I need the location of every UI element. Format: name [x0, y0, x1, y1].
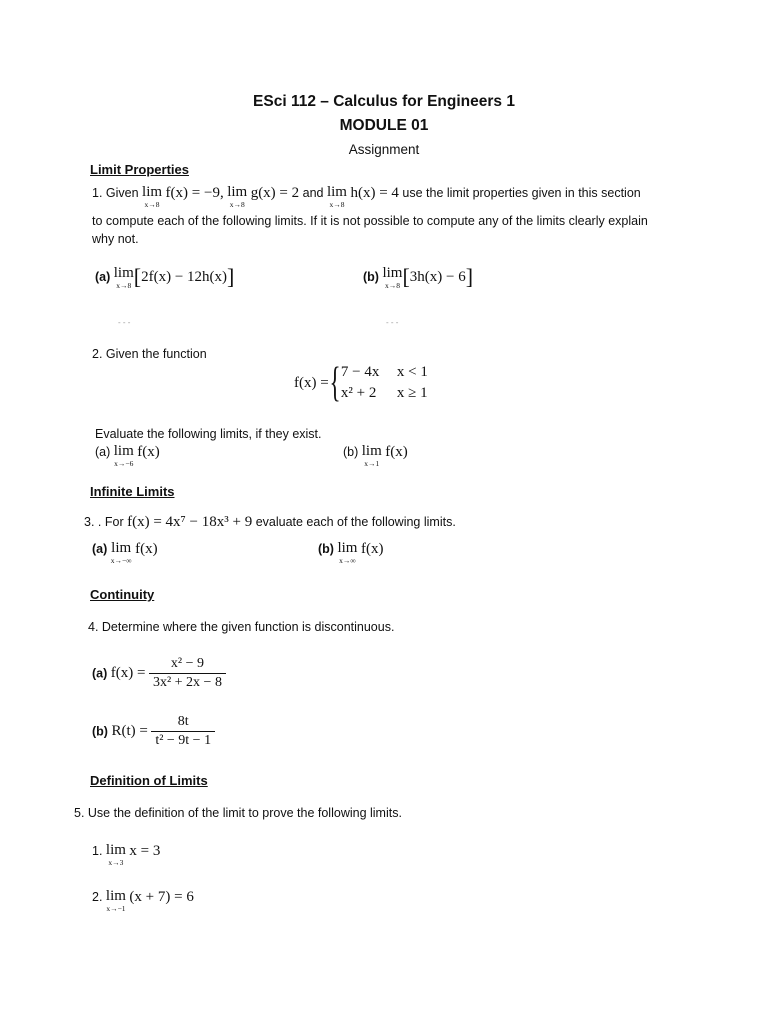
assignment-subtitle: Assignment	[348, 142, 420, 157]
q2-intro: 2. Given the function	[92, 347, 207, 361]
q2-a-expr: f(x)	[137, 444, 160, 460]
q5-p1-lim: lim x→3	[105, 842, 126, 867]
q2-b-label: (b)	[343, 445, 359, 459]
q1-a-label: (a)	[95, 270, 111, 284]
q3-function: f(x) = 4x⁷ − 18x³ + 9	[127, 514, 253, 530]
q3-line	[84, 514, 456, 531]
q1-given-g: g(x) = 2	[250, 185, 300, 201]
q1-line3: why not.	[92, 232, 139, 246]
q4-a-lhs: f(x) =	[110, 665, 146, 681]
q3-b-label: (b)	[318, 542, 334, 556]
section-limit-properties: Limit Properties	[90, 162, 189, 177]
q2-case2-expr: x² + 2	[340, 385, 377, 401]
q1-line2: to compute each of the following limits. If it is not possible to compute any of the limits clearly explain	[92, 214, 648, 228]
q4-b-lhs: R(t) =	[111, 723, 148, 739]
q3-b-lim: lim x→∞	[337, 540, 358, 565]
q4-a-label: (a)	[92, 666, 108, 681]
q1-lim-h: lim x→8	[326, 184, 347, 209]
q2-case2-cond: x ≥ 1	[396, 385, 428, 401]
q5-text: 5. Use the definition of the limit to prove the following limits.	[74, 806, 402, 820]
q5-p2-expr: (x + 7) = 6	[129, 889, 194, 905]
q1-a-lim: lim x→8	[113, 265, 134, 290]
q4-b-numerator: 8t	[151, 714, 215, 732]
q3-a-label: (a)	[92, 542, 108, 556]
q2-fx: f(x) =	[294, 374, 329, 391]
q4-a-denominator: 3x² + 2x − 8	[152, 675, 222, 690]
q1-given-h: h(x) = 4	[350, 185, 399, 201]
q5-p1-label: 1.	[92, 844, 103, 858]
q5-p2-lim: lim x→−1	[105, 888, 126, 913]
q3-tail: evaluate each of the following limits.	[255, 515, 456, 529]
q2-case1-cond: x < 1	[396, 364, 428, 380]
q2-b-lim: lim x→1	[361, 443, 382, 468]
q1-b-label: (b)	[363, 270, 379, 284]
q4-text: 4. Determine where the given function is discontinuous.	[88, 620, 395, 634]
q3-intro: . For	[97, 515, 124, 529]
q2-a-lim: lim x→−6	[113, 443, 134, 468]
section-infinite-limits: Infinite Limits	[90, 484, 175, 499]
scan-mark: - - -	[118, 318, 131, 327]
section-definition-of-limits: Definition of Limits	[90, 773, 208, 788]
q1-lim-f: lim x→8	[142, 184, 163, 209]
q3-part-b	[318, 541, 383, 565]
q2-b-expr: f(x)	[385, 444, 408, 460]
q4-a-numerator: x² − 9	[149, 656, 226, 674]
section-continuity: Continuity	[90, 587, 155, 602]
q2-piecewise	[294, 362, 428, 408]
q3-b-expr: f(x)	[360, 541, 384, 557]
q1-lim-g: lim x→8	[227, 184, 248, 209]
q4-part-a	[92, 656, 226, 691]
q3-a-expr: f(x)	[135, 541, 158, 557]
left-bracket-icon: [	[402, 264, 410, 289]
q4-b-fraction	[151, 714, 215, 749]
q1-tail: use the limit properties given in this section	[402, 186, 641, 200]
q1-number: 1. Given	[92, 186, 139, 200]
q4-b-label: (b)	[92, 724, 108, 739]
q1-b-expr: 3h(x) − 6	[409, 269, 466, 285]
q1-part-a	[95, 266, 234, 290]
q2-part-a	[95, 444, 160, 468]
q2-a-label: (a)	[95, 445, 111, 459]
q3-part-a	[92, 541, 158, 565]
brace-icon: {	[329, 360, 341, 406]
q1-part-b	[363, 266, 473, 290]
course-title: ESci 112 – Calculus for Engineers 1	[253, 93, 515, 110]
q2-instruction: Evaluate the following limits, if they exist.	[95, 427, 322, 441]
q3-a-lim: lim x→−∞	[110, 540, 132, 565]
q5-p2-label: 2.	[92, 890, 103, 904]
q4-b-denominator: t² − 9t − 1	[155, 733, 212, 748]
q4-part-b	[92, 714, 215, 749]
q5-p1-expr: x = 3	[129, 843, 161, 859]
q3-number: 3.	[84, 515, 95, 529]
right-bracket-icon: ]	[227, 264, 235, 289]
q1-line1	[92, 185, 641, 209]
q1-given-f: f(x) = −9,	[165, 185, 224, 201]
right-bracket-icon: ]	[465, 264, 474, 289]
q1-a-expr: 2f(x) − 12h(x)	[141, 269, 228, 285]
scan-mark: - - -	[386, 318, 399, 327]
q5-part-1	[92, 843, 160, 867]
left-bracket-icon: [	[133, 264, 142, 289]
q2-part-b	[343, 444, 408, 468]
q1-and: and	[302, 186, 324, 200]
module-title: MODULE 01	[339, 117, 429, 134]
q2-case1-expr: 7 − 4x	[340, 364, 380, 380]
q1-b-lim: lim x→8	[382, 265, 403, 290]
q4-a-fraction	[149, 656, 226, 691]
q5-part-2	[92, 889, 194, 913]
